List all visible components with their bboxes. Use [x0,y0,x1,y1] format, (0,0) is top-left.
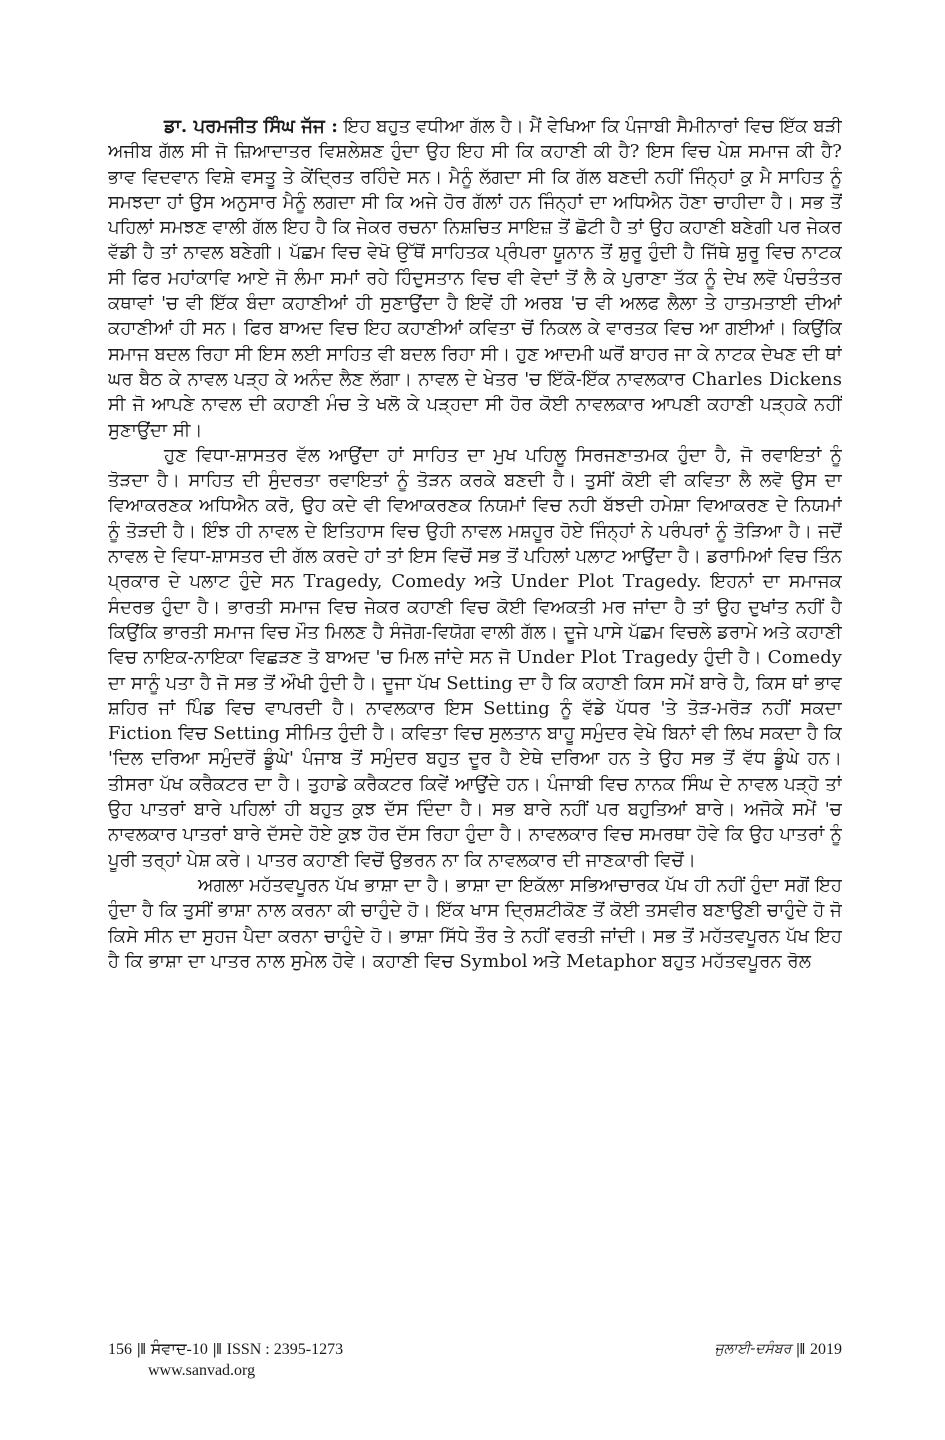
paragraph-1 [108,114,842,443]
footer-left [108,1338,343,1381]
issue-year: 2019 [810,1340,842,1358]
paragraph-2: ਹੁਣ ਵਿਧਾ-ਸ਼ਾਸਤਰ ਵੱਲ ਆਉਂਦਾ ਹਾਂ ਸਾਹਿਤ ਦਾ ਮੁਖ ਪਹਿਲੂ ਸਿਰਜਣਾਤਮਕ ਹੁੰਦਾ ਹੈ, ਜੋ ਰਵਾਇਤਾਂ ਨੂੰ ਤੋੜਦਾ ਹੈ। ਸਾਹਿਤ ਦੀ ਸੁੰਦਰਤਾ ਰਵਾਇਤਾਂ ਨੂੰ ਤੋੜਨ ਕਰਕੇ ਬਣਦੀ ਹੈ। ਤੁਸੀਂ ਕੋਈ ਵੀ ਕਵਿਤਾ ਲੈ ਲਵੋ ਉਸ ਦਾ ਵਿਆਕਰਣਕ ਅਧਿਐਨ ਕਰੋ, ਉਹ ਕਦੇ ਵੀ ਵਿਆਕਰਣਕ ਨਿਯਮਾਂ ਵਿਚ ਨਹੀ ਬੱਝਦੀ ਹਮੇਸ਼ਾ ਵਿਆਕਰਣ ਦੇ ਨਿਯਮਾਂ ਨੂੰ ਤੋੜਦੀ ਹੈ। ਇੰਝ ਹੀ ਨਾਵਲ ਦੇ ਇਤਿਹਾਸ ਵਿਚ ਉਹੀ ਨਾਵਲ ਮਸ਼ਹੂਰ ਹੋਏ ਜਿੰਨ੍ਹਾਂ ਨੇ ਪਰੰਪਰਾਂ ਨੂੰ ਤੋੜਿਆ ਹੈ। ਜਦੋਂ ਨਾਵਲ ਦੇ ਵਿਧਾ-ਸ਼ਾਸਤਰ ਦੀ ਗੱਲ ਕਰਦੇ ਹਾਂ ਤਾਂ ਇਸ ਵਿਚੋਂ ਸਭ ਤੋਂ ਪਹਿਲਾਂ ਪਲਾਟ ਆਉਂਦਾ ਹੈ। ਡਰਾਮਿਆਂ ਵਿਚ ਤਿੰਨ ਪ੍ਰਕਾਰ ਦੇ ਪਲਾਟ ਹੁੰਦੇ ਸਨ Tragedy, Comedy ਅਤੇ Under Plot Tragedy. ਇਹਨਾਂ ਦਾ ਸਮਾਜਕ ਸੰਦਰਭ ਹੁੰਦਾ ਹੈ। ਭਾਰਤੀ ਸਮਾਜ ਵਿਚ ਜੇਕਰ ਕਹਾਣੀ ਵਿਚ ਕੋਈ ਵਿਅਕਤੀ ਮਰ ਜਾਂਦਾ ਹੈ ਤਾਂ ਉਹ ਦੁਖਾਂਤ ਨਹੀਂ ਹੈ ਕਿਉਂਕਿ ਭਾਰਤੀ ਸਮਾਜ ਵਿਚ ਮੌਤ ਮਿਲਣ ਹੈ ਸੰਜੋਗ-ਵਿਯੋਗ ਵਾਲੀ ਗੱਲ। ਦੂਜੇ ਪਾਸੇ ਪੱਛਮ ਵਿਚਲੇ ਡਰਾਮੇ ਅਤੇ ਕਹਾਣੀ ਵਿਚ ਨਾਇਕ-ਨਾਇਕਾ ਵਿਛੜਣ ਤੋ ਬਾਅਦ 'ਚ ਮਿਲ ਜਾਂਦੇ ਸਨ ਜੋ Under Plot Tragedy ਹੁੰਦੀ ਹੈ। Comedy ਦਾ ਸਾਨੂੰ ਪਤਾ ਹੈ ਜੋ ਸਭ ਤੋਂ ਔਖੀ ਹੁੰਦੀ ਹੈ। ਦੂਜਾ ਪੱਖ Setting ਦਾ ਹੈ ਕਿ ਕਹਾਣੀ ਕਿਸ ਸਮੇਂ ਬਾਰੇ ਹੈ, ਕਿਸ ਥਾਂ ਭਾਵ ਸ਼ਹਿਰ ਜਾਂ ਪਿੰਡ ਵਿਚ ਵਾਪਰਦੀ ਹੈ। ਨਾਵਲਕਾਰ ਇਸ Setting ਨੂੰ ਵੱਡੇ ਪੱਧਰ 'ਤੇ ਤੋੜ-ਮਰੋੜ ਨਹੀਂ ਸਕਦਾ Fiction ਵਿਚ Setting ਸੀਮਿਤ ਹੁੰਦੀ ਹੈ। ਕਵਿਤਾ ਵਿਚ ਸੁਲਤਾਨ ਬਾਹੂ ਸਮੁੰਦਰ ਵੇਖੇ ਬਿਨਾਂ ਵੀ ਲਿਖ ਸਕਦਾ ਹੈ ਕਿ 'ਦਿਲ ਦਰਿਆ ਸਮੁੰਦਰੋਂ ਡੂੰਘੇ' ਪੰਜਾਬ ਤੋਂ ਸਮੁੰਦਰ ਬਹੁਤ ਦੂਰ ਹੈ ਏਥੇ ਦਰਿਆ ਹਨ ਤੇ ਉਹ ਸਭ ਤੋਂ ਵੱਧ ਡੂੰਘੇ ਹਨ। ਤੀਸਰਾ ਪੱਖ ਕਰੈਕਟਰ ਦਾ ਹੈ। ਤੁਹਾਡੇ ਕਰੈਕਟਰ ਕਿਵੇਂ ਆਉਂਦੇ ਹਨ। ਪੰਜਾਬੀ ਵਿਚ ਨਾਨਕ ਸਿੰਘ ਦੇ ਨਾਵਲ ਪੜ੍ਹੋ ਤਾਂ ਉਹ ਪਾਤਰਾਂ ਬਾਰੇ ਪਹਿਲਾਂ ਹੀ ਬਹੁਤ ਕੁਝ ਦੱਸ ਦਿੰਦਾ ਹੈ। ਸਭ ਬਾਰੇ ਨਹੀਂ ਪਰ ਬਹੁਤਿਆਂ ਬਾਰੇ। ਅਜੋਕੇ ਸਮੇਂ 'ਚ ਨਾਵਲਕਾਰ ਪਾਤਰਾਂ ਬਾਰੇ ਦੱਸਦੇ ਹੋਏ ਕੁਝ ਹੋਰ ਦੱਸ ਰਿਹਾ ਹੁੰਦਾ ਹੈ। ਨਾਵਲਕਾਰ ਵਿਚ ਸਮਰਥਾ ਹੋਵੇ ਕਿ ਉਹ ਪਾਤਰਾਂ ਨੂੰ ਪੂਰੀ ਤਰ੍ਹਾਂ ਪੇਸ਼ ਕਰੇ। ਪਾਤਰ ਕਹਾਣੀ ਵਿਚੋਂ ਉਭਰਨ ਨਾ ਕਿ ਨਾਵਲਕਾਰ ਦੀ ਜਾਣਕਾਰੀ ਵਿਚੋਂ। [108,444,842,871]
speaker-name: ਡਾ. ਪਰਮਜੀਤ ਸਿੰਘ ਜੱਜ : [164,116,338,137]
article-body [108,114,842,1304]
footer-separator: |‖ [212,1340,222,1358]
paragraph-3: ਅਗਲਾ ਮਹੱਤਵਪੂਰਨ ਪੱਖ ਭਾਸ਼ਾ ਦਾ ਹੈ। ਭਾਸ਼ਾ ਦਾ ਇਕੱਲਾ ਸਭਿਆਚਾਰਕ ਪੱਖ ਹੀ ਨਹੀਂ ਹੁੰਦਾ ਸਗੋਂ ਇਹ ਹੁੰਦਾ ਹੈ ਕਿ ਤੁਸੀਂ ਭਾਸ਼ਾ ਨਾਲ ਕਰਨਾ ਕੀ ਚਾਹੁੰਦੇ ਹੋ। ਇੱਕ ਖਾਸ ਦ੍ਰਿਸ਼ਟੀਕੋਣ ਤੋਂ ਕੋਈ ਤਸਵੀਰ ਬਣਾਉਣੀ ਚਾਹੁੰਦੇ ਹੋ ਜੋ ਕਿਸੇ ਸੀਨ ਦਾ ਸੁਹਜ ਪੈਦਾ ਕਰਨਾ ਚਾਹੁੰਦੇ ਹੋ। ਭਾਸ਼ਾ ਸਿੱਧੇ ਤੌਰ ਤੇ ਨਹੀਂ ਵਰਤੀ ਜਾਂਦੀ। ਸਭ ਤੋਂ ਮਹੱਤਵਪੂਰਨ ਪੱਖ ਇਹ ਹੈ ਕਿ ਭਾਸ਼ਾ ਦਾ ਪਾਤਰ ਨਾਲ ਸੁਮੇਲ ਹੋਵੇ। ਕਹਾਣੀ ਵਿਚ Symbol ਅਤੇ Metaphor ਬਹੁਤ ਮਹੱਤਵਪੂਰਨ ਰੋਲ [108,874,842,972]
footer-separator: |‖ [137,1340,146,1358]
footer-separator: |‖ [796,1340,805,1358]
issue-season: ਜੁਲਾਈ-ਦਸੰਬਰ [714,1340,792,1357]
paragraph-1-text: ਇਹ ਬਹੁਤ ਵਧੀਆ ਗੱਲ ਹੈ। ਮੈਂ ਵੇਖਿਆ ਕਿ ਪੰਜਾਬੀ ਸੈਮੀਨਾਰਾਂ ਵਿਚ ਇੱਕ ਬੜੀ ਅਜੀਬ ਗੱਲ ਸੀ ਜੋ ਜ਼ਿਆਦਾਤਰ ਵਿਸ਼ਲੇਸ਼ਣ ਹੁੰਦਾ ਉਹ ਇਹ ਸੀ ਕਿ ਕਹਾਣੀ ਕੀ ਹੈ? ਇਸ ਵਿਚ ਪੇਸ਼ ਸਮਾਜ ਕੀ ਹੈ? ਭਾਵ ਵਿਦਵਾਨ ਵਿਸ਼ੇ ਵਸਤੂ ਤੇ ਕੇਂਦ੍ਰਿਤ ਰਹਿੰਦੇ ਸਨ। ਮੈਨੂੰ ਲੱਗਦਾ ਸੀ ਕਿ ਗੱਲ ਬਣਦੀ ਨਹੀਂ ਜਿੰਨ੍ਹਾਂ ਕੁ ਮੈ ਸਾਹਿਤ ਨੂੰ ਸਮਝਦਾ ਹਾਂ ਉਸ ਅਨੁਸਾਰ ਮੈਨੂੰ ਲਗਦਾ ਸੀ ਕਿ ਅਜੇ ਹੋਰ ਗੱਲਾਂ ਹਨ ਜਿੰਨ੍ਹਾਂ ਦਾ ਅਧਿਐਨ ਹੋਣਾ ਚਾਹੀਦਾ ਹੈ। ਸਭ ਤੋਂ ਪਹਿਲਾਂ ਸਮਝਣ ਵਾਲੀ ਗੱਲ ਇਹ ਹੈ ਕਿ ਜੇਕਰ ਰਚਨਾ ਨਿਸ਼ਚਿਤ ਸਾਇਜ਼ ਤੋਂ ਛੋਟੀ ਹੈ ਤਾਂ ਉਹ ਕਹਾਣੀ ਬਣੇਗੀ ਪਰ ਜੇਕਰ ਵੱਡੀ ਹੈ ਤਾਂ ਨਾਵਲ ਬਣੇਗੀ। ਪੱਛਮ ਵਿਚ ਵੇਖੋ ਉੱਥੋਂ ਸਾਹਿਤਕ ਪ੍ਰੰਪਰਾ ਯੂਨਾਨ ਤੋਂ ਸ਼ੁਰੂ ਹੁੰਦੀ ਹੈ ਜਿੱਥੇ ਸ਼ੁਰੂ ਵਿਚ ਨਾਟਕ ਸੀ ਫਿਰ ਮਹਾਂਕਾਵਿ ਆਏ ਜੋ ਲੰਮਾ ਸਮਾਂ ਰਹੇ ਹਿੰਦੁਸਤਾਨ ਵਿਚ ਵੀ ਵੇਦਾਂ ਤੋਂ ਲੈ ਕੇ ਪੁਰਾਣਾ ਤੱਕ ਨੂੰ ਦੇਖ ਲਵੋ ਪੰਚਤੰਤਰ ਕਥਾਵਾਂ 'ਚ ਵੀ ਇੱਕ ਬੰਦਾ ਕਹਾਣੀਆਂ ਹੀ ਸੁਣਾਉਂਦਾ ਹੈ ਇਵੇਂ ਹੀ ਅਰਬ 'ਚ ਵੀ ਅਲਫ ਲੈਲਾ ਤੇ ਹਾਤਮਤਾਈ ਦੀਆਂ ਕਹਾਣੀਆਂ ਹੀ ਸਨ। ਫਿਰ ਬਾਅਦ ਵਿਚ ਇਹ ਕਹਾਣੀਆਂ ਕਵਿਤਾ ਚੋਂ ਨਿਕਲ ਕੇ ਵਾਰਤਕ ਵਿਚ ਆ ਗਈਆਂ। ਕਿਉਂਕਿ ਸਮਾਜ ਬਦਲ ਰਿਹਾ ਸੀ ਇਸ ਲਈ ਸਾਹਿਤ ਵੀ ਬਦਲ ਰਿਹਾ ਸੀ। ਹੁਣ ਆਦਮੀ ਘਰੋਂ ਬਾਹਰ ਜਾ ਕੇ ਨਾਟਕ ਦੇਖਣ ਦੀ ਥਾਂ ਘਰ ਬੈਠ ਕੇ ਨਾਵਲ ਪੜ੍ਹ ਕੇ ਅਨੰਦ ਲੈਣ ਲੱਗਾ। ਨਾਵਲ ਦੇ ਖੇਤਰ 'ਚ ਇੱਕੋ-ਇੱਕ ਨਾਵਲਕਾਰ Charles Dickens ਸੀ ਜੋ ਆਪਣੇ ਨਾਵਲ ਦੀ ਕਹਾਣੀ ਮੰਚ ਤੇ ਖਲੋ ਕੇ ਪੜ੍ਹਦਾ ਸੀ ਹੋਰ ਕੋਈ ਨਾਵਲਕਾਰ ਆਪਣੀ ਕਹਾਣੀ ਪੜ੍ਹਕੇ ਨਹੀਂ ਸੁਣਾਉਂਦਾ ਸੀ। [108,116,842,441]
footer-right [715,1338,842,1360]
website-link[interactable]: www.sanvad.org [148,1361,256,1379]
journal-issue: ਸੰਵਾਦ-10 [150,1340,208,1358]
issn: ISSN : 2395-1273 [226,1340,344,1358]
page-number: 156 [108,1340,132,1358]
